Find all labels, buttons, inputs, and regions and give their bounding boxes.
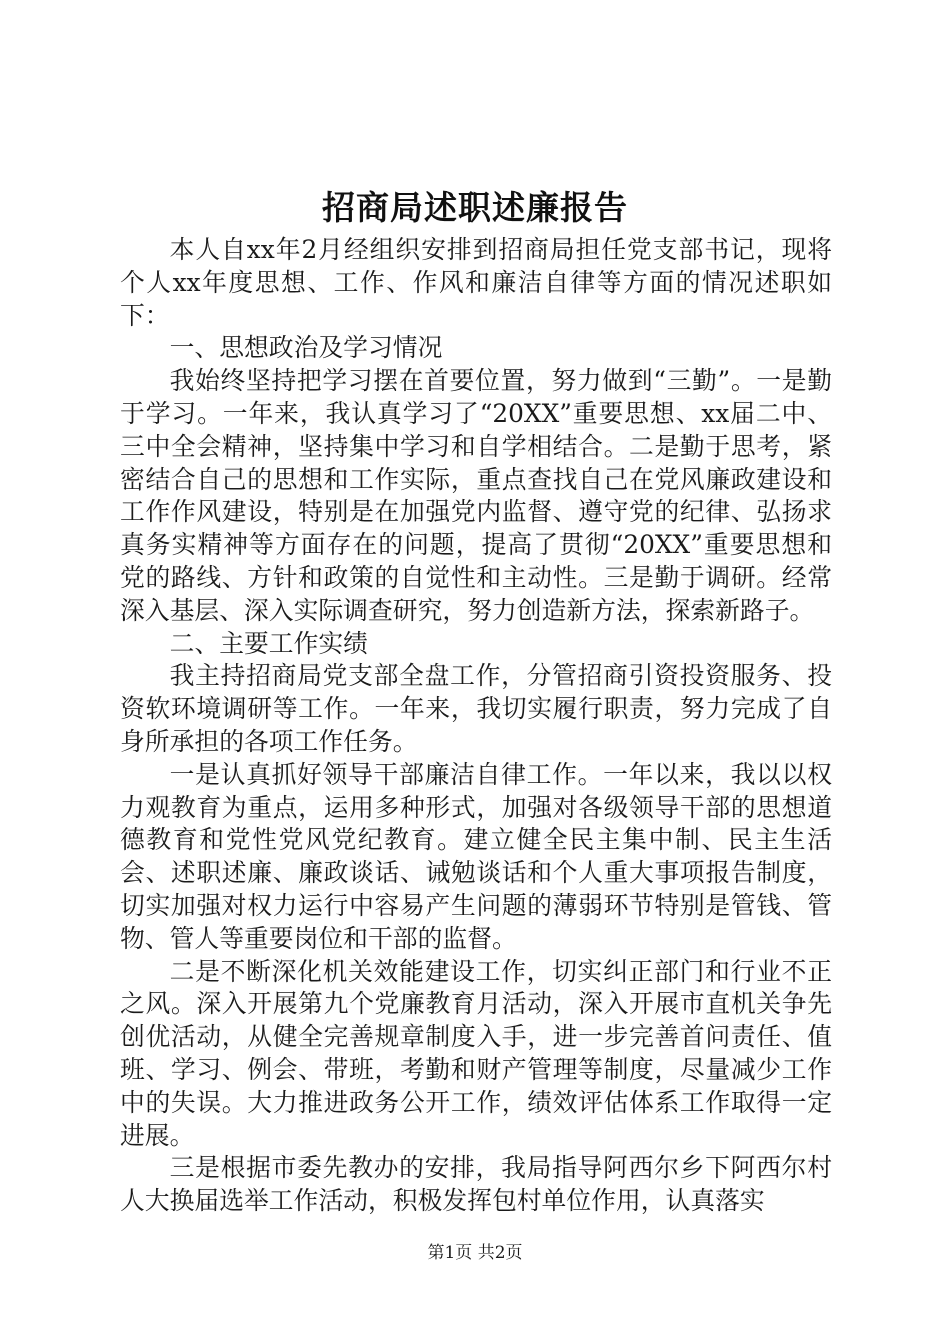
document-title: 招商局述职述廉报告	[322, 188, 628, 227]
section-heading-2: 二、主要工作实绩	[169, 628, 368, 658]
paragraph-intro: 本人自xx年2月经组织安排到招商局担任党支部书记，现将个人xx年度思想、工作、作风和廉洁自律等方面的情况述职如下：	[120, 235, 832, 330]
paragraph-work-overview: 我主持招商局党支部全盘工作，分管招商引资投资服务、投资软环境调研等工作。一年来，我切实履行职责，努力完成了自身所承担的各项工作任务。	[120, 661, 832, 756]
paragraph-study: 我始终坚持把学习摆在首要位置，努力做到“三勤”。一是勤于学习。一年来，我认真学习了“20XX”重要思想、xx届二中、三中全会精神，坚持集中学习和自学相结合。二是勤于思考，紧密结合自己的思想和工作实际，重点查找自己在党风廉政建设和工作作风建设，特别是在加强党内监督、遵守党的纪律、弘扬求真务实精神等方面存在的问题，提高了贯彻“20XX”重要思想和党的路线、方针和政策的自觉性和主动性。三是勤于调研。经常深入基层、深入实际调查研究，努力创造新方法，探索新路子。	[120, 366, 832, 625]
page-footer: 第1页 共2页	[427, 1243, 523, 1263]
paragraph-point-1: 一是认真抓好领导干部廉洁自律工作。一年以来，我以以权力观教育为重点，运用多种形式，加强对各级领导干部的思想道德教育和党性党风党纪教育。建立健全民主集中制、民主生活会、述职述廉、廉政谈话、诫勉谈话和个人重大事项报告制度，切实加强对权力运行中容易产生问题的薄弱环节特别是管钱、管物、管人等重要岗位和干部的监督。	[120, 759, 832, 953]
document-body	[120, 234, 832, 1218]
section-heading-1: 一、思想政治及学习情况	[169, 333, 443, 363]
paragraph-point-2: 二是不断深化机关效能建设工作，切实纠正部门和行业不正之风。深入开展第九个党廉教育月活动，深入开展市直机关争先创优活动，从健全完善规章制度入手，进一步完善首问责任、值班、学习、例会、带班，考勤和财产管理等制度，尽量减少工作中的失误。大力推进政务公开工作，绩效评估体系工作取得一定进展。	[120, 956, 832, 1150]
paragraph-point-3: 三是根据市委先教办的安排，我局指导阿西尔乡下阿西尔村人大换届选举工作活动，积极发挥包村单位作用，认真落实	[120, 1153, 832, 1216]
